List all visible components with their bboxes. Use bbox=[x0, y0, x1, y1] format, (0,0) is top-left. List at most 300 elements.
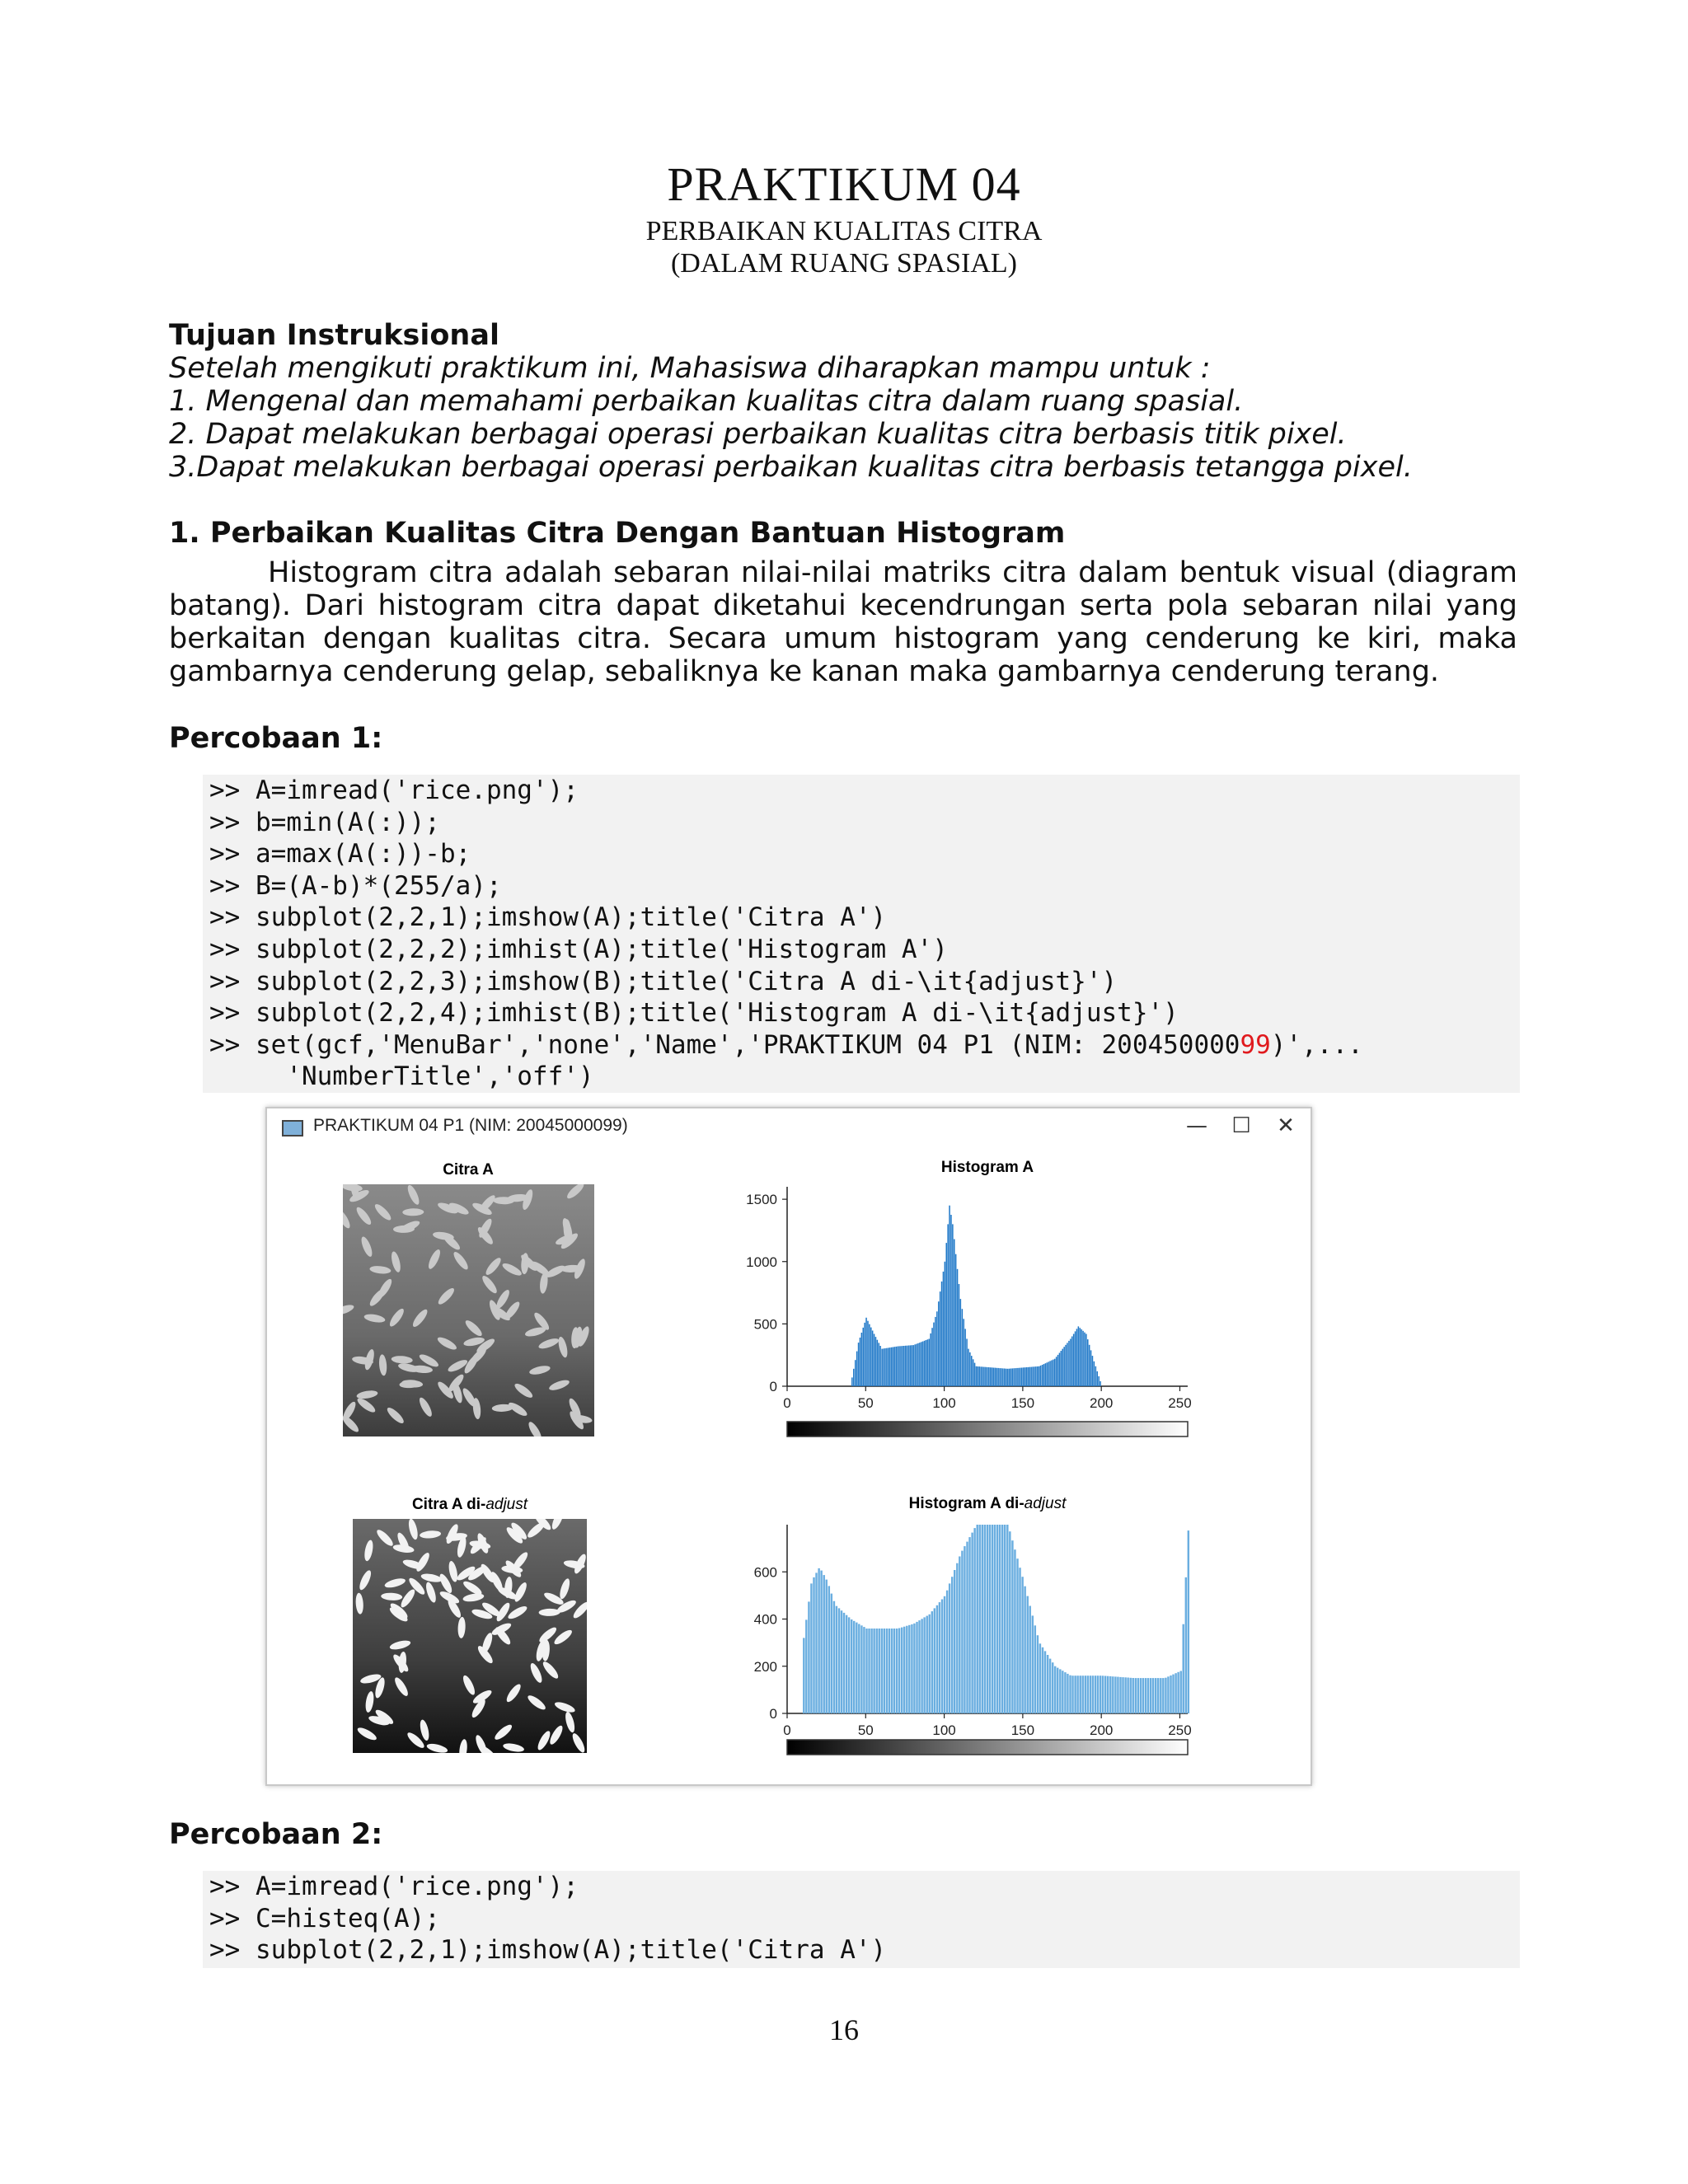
histogram-bar bbox=[1175, 1673, 1176, 1713]
x-tick-label: 0 bbox=[783, 1395, 791, 1411]
histogram-bar bbox=[1014, 1549, 1015, 1713]
histogram-bar bbox=[908, 1346, 910, 1387]
histogram-bar bbox=[1094, 1361, 1095, 1386]
histogram-bar bbox=[973, 1528, 975, 1713]
histogram-bar bbox=[853, 1369, 855, 1386]
histogram-bar bbox=[1097, 1371, 1099, 1386]
maximize-button[interactable]: ☐ bbox=[1231, 1113, 1251, 1138]
histogram-bar bbox=[886, 1348, 888, 1386]
page-title: PRAKTIKUM 04 bbox=[667, 157, 1021, 211]
histogram-bar bbox=[969, 1352, 971, 1386]
histogram-bar bbox=[896, 1629, 898, 1713]
histogram-bar bbox=[989, 1525, 991, 1713]
histogram-bar bbox=[957, 1269, 959, 1386]
histogram-bar bbox=[971, 1533, 973, 1713]
histogram-bar bbox=[1090, 1350, 1092, 1386]
histogram-bar bbox=[921, 1619, 922, 1713]
code-line: >> B=(A-b)*(255/a); bbox=[209, 870, 502, 901]
histogram-bar bbox=[1100, 1675, 1101, 1713]
histogram-bar bbox=[858, 1624, 860, 1714]
histogram-bar bbox=[1107, 1676, 1109, 1713]
histogram-bar bbox=[1002, 1368, 1004, 1386]
histogram-bar bbox=[1188, 1530, 1189, 1713]
histogram-bar bbox=[1085, 1675, 1086, 1713]
histogram-bar bbox=[868, 1629, 870, 1713]
histogram-bar bbox=[982, 1366, 983, 1386]
histogram-bar bbox=[1122, 1677, 1123, 1713]
histogram-bar bbox=[874, 1334, 875, 1387]
image-2-title-pre: Citra A di- bbox=[411, 1496, 486, 1513]
histogram-bar bbox=[1001, 1368, 1002, 1386]
histogram-bar bbox=[893, 1347, 894, 1387]
image-2-title-italic: adjust bbox=[485, 1496, 528, 1513]
histogram-bar bbox=[980, 1366, 982, 1386]
histogram-bar bbox=[968, 1349, 969, 1386]
percobaan-2-heading: Percobaan 2: bbox=[169, 1818, 383, 1851]
histogram-bar bbox=[1078, 1326, 1080, 1386]
histogram-bar bbox=[987, 1367, 988, 1386]
histogram-bar bbox=[921, 1342, 922, 1386]
histogram-bar bbox=[1095, 1675, 1096, 1713]
histogram-bar bbox=[939, 1602, 940, 1713]
histogram-bar bbox=[1025, 1367, 1026, 1386]
histogram-bar bbox=[1030, 1367, 1032, 1386]
histogram-bar bbox=[1001, 1525, 1003, 1713]
histogram-bar bbox=[935, 1317, 936, 1386]
histogram-bar bbox=[891, 1629, 893, 1713]
histogram-bar bbox=[1152, 1678, 1154, 1713]
histogram-bar bbox=[889, 1347, 891, 1386]
y-tick-label: 500 bbox=[753, 1316, 777, 1333]
histogram-bar bbox=[1067, 1343, 1068, 1386]
close-button[interactable]: ✕ bbox=[1277, 1113, 1295, 1138]
histogram-bar bbox=[1150, 1678, 1151, 1713]
histogram-bar bbox=[913, 1624, 915, 1713]
histogram-bar bbox=[995, 1368, 996, 1386]
histogram-bar bbox=[926, 1340, 927, 1386]
histogram-bar bbox=[893, 1629, 895, 1713]
histogram-bar bbox=[1026, 1367, 1028, 1386]
histogram-bar bbox=[974, 1363, 976, 1386]
histogram-bar bbox=[951, 1577, 953, 1713]
histogram-bar bbox=[1070, 1339, 1071, 1387]
histogram-bar bbox=[930, 1333, 931, 1386]
y-tick-label: 0 bbox=[769, 1379, 777, 1394]
histogram-bar bbox=[1075, 1331, 1076, 1386]
histogram-bar bbox=[999, 1368, 1001, 1386]
section-1-heading: 1. Perbaikan Kualitas Citra Dengan Bantuan Histogram bbox=[169, 517, 1066, 550]
histogram-bar bbox=[947, 1224, 949, 1386]
histogram-bar bbox=[1097, 1675, 1099, 1713]
percobaan-1-heading: Percobaan 1: bbox=[169, 722, 383, 755]
histogram-bar bbox=[1081, 1329, 1082, 1386]
histogram-bar bbox=[1165, 1678, 1166, 1713]
histogram-bar bbox=[826, 1580, 828, 1713]
histogram-bar bbox=[858, 1343, 860, 1386]
histogram-bar bbox=[946, 1243, 948, 1386]
histogram-bar bbox=[954, 1570, 955, 1713]
histogram-bar bbox=[879, 1346, 881, 1386]
histogram-bar bbox=[876, 1629, 878, 1713]
histogram-bar bbox=[881, 1349, 883, 1386]
histogram-bar bbox=[1027, 1596, 1029, 1713]
image-2-title bbox=[412, 1496, 528, 1513]
histogram-bar bbox=[843, 1613, 845, 1713]
histogram-bar bbox=[944, 1596, 945, 1713]
histogram-bar bbox=[946, 1591, 948, 1713]
histogram-bar bbox=[1023, 1367, 1025, 1386]
histogram-bar bbox=[1064, 1672, 1066, 1713]
histogram-bar bbox=[881, 1629, 883, 1713]
code-line: 'NumberTitle','off') bbox=[209, 1062, 594, 1092]
histogram-bar bbox=[1098, 1376, 1100, 1386]
histogram-bar bbox=[873, 1629, 874, 1713]
histogram-bar bbox=[1032, 1615, 1034, 1713]
code-set-red: 99 bbox=[1240, 1029, 1271, 1060]
histogram-bar bbox=[888, 1347, 889, 1386]
histogram-bar bbox=[1073, 1334, 1075, 1387]
histogram-bar bbox=[1069, 1675, 1071, 1713]
histogram-bar bbox=[962, 1309, 964, 1386]
histogram-bar bbox=[831, 1594, 832, 1713]
histogram-bar bbox=[897, 1347, 898, 1386]
histogram-bar bbox=[968, 1537, 970, 1713]
code-line: >> C=histeq(A); bbox=[209, 1903, 440, 1933]
paragraph-line: gambarnya cenderung gelap, sebaliknya ke kanan maka gambarnya cenderung terang. bbox=[169, 655, 1440, 688]
histogram-bar bbox=[936, 1311, 938, 1386]
histogram-bar bbox=[896, 1347, 898, 1386]
x-tick-label: 250 bbox=[1168, 1722, 1192, 1738]
y-tick-label: 1000 bbox=[746, 1254, 777, 1270]
histogram-bar bbox=[884, 1629, 885, 1713]
histogram-bar bbox=[1089, 1345, 1090, 1386]
histogram-bar bbox=[1132, 1678, 1134, 1713]
histogram-bar bbox=[1004, 1525, 1006, 1713]
histogram-bar bbox=[808, 1601, 809, 1713]
histogram-bar bbox=[848, 1617, 850, 1713]
histogram-bar bbox=[901, 1628, 903, 1713]
x-tick-label: 200 bbox=[1089, 1722, 1114, 1738]
histogram-bar bbox=[941, 1282, 943, 1386]
histogram-bar bbox=[936, 1605, 938, 1713]
histogram-2-title-italic: adjust bbox=[1024, 1495, 1067, 1512]
objectives-intro: Setelah mengikuti praktikum ini, Mahasiswa diharapkan mampu untuk : bbox=[169, 352, 1211, 385]
code-line: >> A=imread('rice.png'); bbox=[209, 776, 579, 805]
page-number: 16 bbox=[829, 2013, 859, 2046]
code-block-2 bbox=[203, 1871, 1520, 1968]
histogram-bar bbox=[828, 1586, 830, 1713]
histogram-bar bbox=[1142, 1678, 1144, 1713]
histogram-bar bbox=[1006, 1369, 1007, 1386]
histogram-bar bbox=[823, 1575, 825, 1713]
histogram-bar bbox=[1049, 1361, 1051, 1386]
histogram-bar bbox=[856, 1352, 858, 1386]
histogram-bar bbox=[994, 1525, 996, 1713]
histogram-bar bbox=[1062, 1349, 1064, 1386]
histogram-bar bbox=[993, 1368, 995, 1387]
histogram-bar bbox=[851, 1619, 852, 1713]
histogram-bar bbox=[1037, 1366, 1039, 1386]
paragraph-line: batang). Dari histogram citra dapat diketahui kecendrungan serta pola sebaran nilai yang bbox=[169, 589, 1517, 622]
histogram-bar bbox=[900, 1346, 902, 1386]
histogram-bar bbox=[913, 1345, 915, 1386]
histogram-bar bbox=[1053, 1360, 1054, 1386]
histogram-bar bbox=[933, 1323, 935, 1386]
histogram-bar bbox=[952, 1224, 954, 1386]
image-1-title: Citra A bbox=[443, 1161, 494, 1179]
histogram-bar bbox=[908, 1625, 910, 1713]
histogram-bar bbox=[997, 1368, 999, 1386]
histogram-bar bbox=[865, 1318, 867, 1386]
histogram-bar bbox=[1054, 1666, 1056, 1713]
histogram-bar bbox=[877, 1340, 879, 1386]
histogram-bar bbox=[992, 1367, 993, 1386]
histogram-bar bbox=[1029, 1367, 1031, 1386]
histogram-bar bbox=[1130, 1678, 1132, 1713]
histogram-bar bbox=[1104, 1676, 1106, 1714]
histogram-bar bbox=[1090, 1675, 1091, 1713]
histogram-bar bbox=[1032, 1366, 1034, 1386]
histogram-bar bbox=[931, 1328, 933, 1386]
histogram-bar bbox=[1009, 1531, 1010, 1713]
figure-canvas bbox=[267, 1108, 1311, 1784]
histogram-bar bbox=[1172, 1675, 1174, 1713]
histogram-bar bbox=[987, 1525, 988, 1713]
histogram-bar bbox=[1040, 1366, 1042, 1386]
objectives-heading: Tujuan Instruksional bbox=[169, 319, 499, 352]
histogram-bar bbox=[1029, 1606, 1031, 1714]
histogram-bar bbox=[959, 1284, 960, 1386]
histogram-bar bbox=[898, 1346, 900, 1386]
histogram-bar bbox=[949, 1583, 950, 1713]
histogram-bar bbox=[1087, 1339, 1089, 1386]
histogram-bar bbox=[1019, 1568, 1020, 1713]
histogram-bar bbox=[879, 1629, 880, 1713]
histogram-bar bbox=[1007, 1369, 1009, 1386]
histogram-bar bbox=[1102, 1675, 1104, 1713]
histogram-bar bbox=[902, 1346, 903, 1386]
histogram-bar bbox=[1034, 1625, 1036, 1713]
histogram-bar bbox=[923, 1617, 925, 1713]
histogram-bar bbox=[1048, 1361, 1049, 1386]
histogram-bar bbox=[1076, 1675, 1078, 1713]
histogram-bar bbox=[838, 1608, 840, 1713]
y-tick-label: 600 bbox=[753, 1564, 777, 1581]
histogram-bar bbox=[996, 1368, 998, 1386]
histogram-bar bbox=[966, 1339, 968, 1387]
histogram-bar bbox=[865, 1629, 867, 1713]
histogram-bar bbox=[941, 1600, 943, 1714]
histogram-a-adjust-chart bbox=[754, 1525, 1192, 1738]
histogram-bar bbox=[984, 1525, 986, 1713]
x-tick-label: 100 bbox=[932, 1722, 956, 1738]
histogram-bar bbox=[818, 1568, 819, 1713]
page-subtitle-2: (DALAM RUANG SPASIAL) bbox=[670, 248, 1017, 279]
histogram-bar bbox=[1127, 1678, 1128, 1714]
histogram-bar bbox=[1021, 1577, 1023, 1713]
code-set-pre: >> set(gcf,'MenuBar','none','Name','PRAKTIKUM 04 P1 (NIM: 200450000 bbox=[209, 1029, 1240, 1060]
histogram-bar bbox=[1016, 1368, 1018, 1386]
histogram-bar bbox=[1065, 1345, 1067, 1386]
histogram-bar bbox=[1045, 1363, 1047, 1386]
histogram-bar bbox=[1012, 1368, 1014, 1386]
histogram-bar bbox=[810, 1583, 812, 1713]
histogram-bar bbox=[863, 1627, 865, 1713]
y-tick-label: 0 bbox=[769, 1706, 777, 1722]
histogram-bar bbox=[1155, 1678, 1156, 1713]
histogram-bar bbox=[1006, 1525, 1008, 1713]
code-set-post: )',... bbox=[1270, 1029, 1363, 1060]
histogram-bar bbox=[929, 1615, 931, 1713]
histogram-bar bbox=[1011, 1540, 1013, 1713]
histogram-bar bbox=[886, 1629, 888, 1713]
minimize-button[interactable]: — bbox=[1186, 1113, 1207, 1138]
histogram-bar bbox=[955, 1254, 957, 1386]
histogram-bar bbox=[1112, 1676, 1114, 1713]
histogram-bar bbox=[1147, 1678, 1149, 1713]
histogram-bar bbox=[1062, 1671, 1063, 1713]
colorbar-2 bbox=[787, 1740, 1188, 1755]
histogram-bar bbox=[1047, 1362, 1048, 1386]
histogram-bar bbox=[978, 1366, 979, 1386]
histogram-bar bbox=[1140, 1678, 1142, 1713]
histogram-bar bbox=[1039, 1366, 1040, 1386]
histogram-bar bbox=[872, 1331, 874, 1387]
histogram-bar bbox=[856, 1623, 857, 1713]
histogram-bar bbox=[988, 1367, 990, 1386]
histogram-bar bbox=[1039, 1643, 1041, 1713]
x-tick-label: 0 bbox=[783, 1722, 791, 1738]
y-tick-label: 400 bbox=[753, 1611, 777, 1628]
histogram-bar bbox=[976, 1366, 978, 1386]
histogram-bar bbox=[905, 1346, 907, 1386]
paragraph-line: Histogram citra adalah sebaran nilai-nilai matriks citra dalam bentuk visual (diagram bbox=[268, 556, 1517, 589]
histogram-bar bbox=[1170, 1675, 1171, 1713]
histogram-bar bbox=[1059, 1353, 1061, 1387]
histogram-bar bbox=[1051, 1361, 1053, 1387]
histogram-bar bbox=[1100, 1381, 1101, 1386]
code-line: >> subplot(2,2,1);imshow(A);title('Citra A') bbox=[209, 902, 887, 933]
page-subtitle-1: PERBAIKAN KUALITAS CITRA bbox=[645, 216, 1043, 246]
histogram-bar bbox=[1020, 1368, 1021, 1386]
histogram-bar bbox=[1092, 1675, 1094, 1713]
histogram-bar bbox=[927, 1339, 929, 1386]
objective-item-3: 3.Dapat melakukan berbagai operasi perbaikan kualitas citra berbasis tetangga pixel. bbox=[169, 451, 1413, 484]
histogram-bar bbox=[889, 1629, 890, 1713]
histogram-bar bbox=[1054, 1359, 1056, 1386]
y-tick-label: 1500 bbox=[746, 1192, 777, 1208]
histogram-bar bbox=[1071, 1337, 1073, 1387]
histogram-bar bbox=[919, 1343, 921, 1386]
code-line: >> subplot(2,2,2);imhist(A);title('Histogram A') bbox=[209, 934, 948, 964]
histogram-bar bbox=[1180, 1671, 1182, 1714]
histogram-bar bbox=[929, 1339, 931, 1387]
histogram-bar bbox=[820, 1571, 822, 1713]
histogram-bar bbox=[983, 1367, 985, 1386]
code-block-1 bbox=[203, 775, 1520, 1093]
histogram-bar bbox=[870, 1328, 872, 1386]
histogram-bar bbox=[1013, 1368, 1015, 1386]
histogram-bar bbox=[973, 1359, 974, 1386]
histogram-bar bbox=[1177, 1672, 1179, 1713]
histogram-bar bbox=[945, 1262, 946, 1386]
histogram-bar bbox=[1124, 1677, 1126, 1713]
histogram-bar bbox=[938, 1301, 940, 1386]
histogram-bar bbox=[1042, 1365, 1043, 1386]
x-tick-label: 250 bbox=[1168, 1395, 1192, 1411]
histogram-bar bbox=[918, 1620, 920, 1713]
histogram-bar bbox=[869, 1324, 870, 1386]
histogram-bar bbox=[1080, 1675, 1081, 1713]
histogram-bar bbox=[992, 1525, 993, 1713]
histogram-bar bbox=[964, 1546, 965, 1713]
histogram-bar bbox=[1015, 1368, 1016, 1386]
histogram-bar bbox=[979, 1366, 981, 1386]
histogram-bar bbox=[1068, 1341, 1070, 1386]
histogram-bar bbox=[875, 1337, 877, 1386]
histogram-bar bbox=[912, 1345, 913, 1386]
histogram-bar bbox=[907, 1346, 908, 1386]
histogram-bar bbox=[1095, 1366, 1097, 1386]
code-line: >> a=max(A(:))-b; bbox=[209, 839, 471, 869]
histogram-bar bbox=[860, 1338, 861, 1386]
histogram-bar bbox=[1074, 1675, 1076, 1713]
objective-item-1: 1. Mengenal dan memahami perbaikan kualitas citra dalam ruang spasial. bbox=[169, 385, 1244, 418]
window-title: PRAKTIKUM 04 P1 (NIM: 20045000099) bbox=[313, 1116, 628, 1135]
histogram-bar bbox=[861, 1333, 863, 1386]
histogram-bar bbox=[943, 1272, 945, 1386]
objective-item-2: 2. Dapat melakukan berbagai operasi perbaikan kualitas citra berbasis titik pixel. bbox=[169, 418, 1347, 451]
histogram-bar bbox=[867, 1321, 869, 1386]
histogram-bar bbox=[931, 1611, 933, 1713]
histogram-bar bbox=[1114, 1676, 1116, 1713]
histogram-bar bbox=[960, 1299, 962, 1386]
histogram-bar bbox=[864, 1323, 865, 1386]
histogram-bar bbox=[924, 1341, 926, 1386]
histogram-bar bbox=[1061, 1351, 1062, 1386]
histogram-bar bbox=[1135, 1678, 1137, 1713]
histogram-bar bbox=[1080, 1328, 1081, 1386]
histogram-bar bbox=[879, 1343, 880, 1386]
histogram-bar bbox=[1063, 1347, 1065, 1386]
histogram-bar bbox=[1082, 1675, 1084, 1713]
histogram-bar bbox=[1024, 1586, 1025, 1713]
histogram-bar bbox=[996, 1525, 998, 1713]
histogram-bar bbox=[851, 1377, 853, 1386]
histogram-bar bbox=[1067, 1674, 1068, 1713]
colorbar-1 bbox=[787, 1422, 1188, 1436]
histogram-bar bbox=[1057, 1668, 1058, 1713]
histogram-bar bbox=[841, 1610, 842, 1713]
x-tick-label: 150 bbox=[1010, 1722, 1035, 1738]
histogram-2-title bbox=[909, 1495, 1067, 1512]
histogram-bar bbox=[846, 1615, 847, 1713]
histogram-bar bbox=[1085, 1334, 1087, 1387]
histogram-bar bbox=[903, 1627, 905, 1713]
histogram-bar bbox=[883, 1348, 884, 1386]
histogram-bar bbox=[922, 1342, 924, 1386]
histogram-bar bbox=[836, 1606, 837, 1713]
histogram-bar bbox=[959, 1557, 960, 1714]
histogram-bar bbox=[1162, 1678, 1164, 1713]
histogram-bar bbox=[1044, 1651, 1046, 1713]
histogram-bar bbox=[1071, 1675, 1073, 1713]
x-tick-label: 200 bbox=[1089, 1395, 1114, 1411]
histogram-1-title: Histogram A bbox=[940, 1159, 1034, 1176]
histogram-bar bbox=[990, 1367, 992, 1386]
code-line: >> subplot(2,2,4);imhist(B);title('Histogram A di-\it{adjust}') bbox=[209, 998, 1179, 1029]
histogram-bar bbox=[1109, 1676, 1111, 1713]
